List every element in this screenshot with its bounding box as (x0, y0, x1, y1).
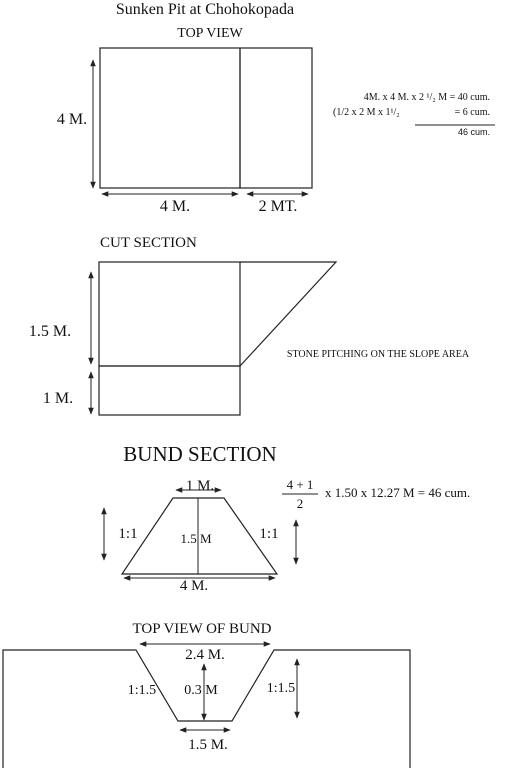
bund-section (104, 442, 470, 594)
slope-extension (240, 48, 312, 188)
formula-numerator: 4 + 1 (286, 477, 314, 492)
ext-dimension-label: 2 MT. (258, 198, 298, 215)
formula-rest: x 1.50 x 12.27 M = 46 cum. (325, 485, 471, 500)
right-slope-label: 1:1 (259, 526, 279, 542)
upper-cut-block (99, 262, 240, 366)
calc-line-2-left: (1/2 x 2 M x 1¹/₂ (333, 107, 400, 118)
cut-section-heading: CUT SECTION (100, 235, 197, 251)
calc-line-2-right: = 6 cum. (454, 107, 490, 118)
side-dimension-label: 4 M. (56, 111, 88, 128)
bund-top-label: 1 M. (185, 478, 215, 494)
bund-plan-right-slope: 1:1.5 (266, 681, 296, 696)
cut-section (29, 235, 470, 415)
formula-denominator: 2 (296, 496, 304, 511)
diagram-title: Sunken Pit at Chohokopada (115, 1, 295, 18)
bund-plan-bottom-label: 1.5 M. (188, 737, 228, 753)
stone-pitching-note: STONE PITCHING ON THE SLOPE AREA (286, 349, 470, 360)
top-view-heading: TOP VIEW (177, 26, 243, 41)
bund-section-heading: BUND SECTION (123, 442, 277, 466)
calc-total: 46 cum. (457, 127, 490, 137)
lower-depth-label: 1 M. (42, 390, 74, 407)
calc-line-1: 4M. x 4 M. x 2 ¹/₂ M = 40 cum. (363, 92, 490, 103)
left-slope-label: 1:1 (118, 526, 138, 542)
bund-base-label: 4 M. (179, 578, 209, 594)
bottom-dimension-label: 4 M. (159, 198, 191, 215)
bund-plan-depth-label: 0.3 M (184, 683, 218, 698)
top-view-of-bund (3, 621, 410, 768)
lower-cut-block (99, 366, 240, 415)
pit-square (100, 48, 240, 188)
upper-depth-label: 1.5 M. (28, 323, 72, 340)
bund-height-label: 1.5 M (180, 531, 212, 546)
bund-plan-top-label: 2.4 M. (185, 647, 225, 663)
top-view-bund-heading: TOP VIEW OF BUND (132, 621, 272, 637)
top-view (57, 26, 495, 215)
bund-plan-left-slope: 1:1.5 (127, 683, 157, 698)
